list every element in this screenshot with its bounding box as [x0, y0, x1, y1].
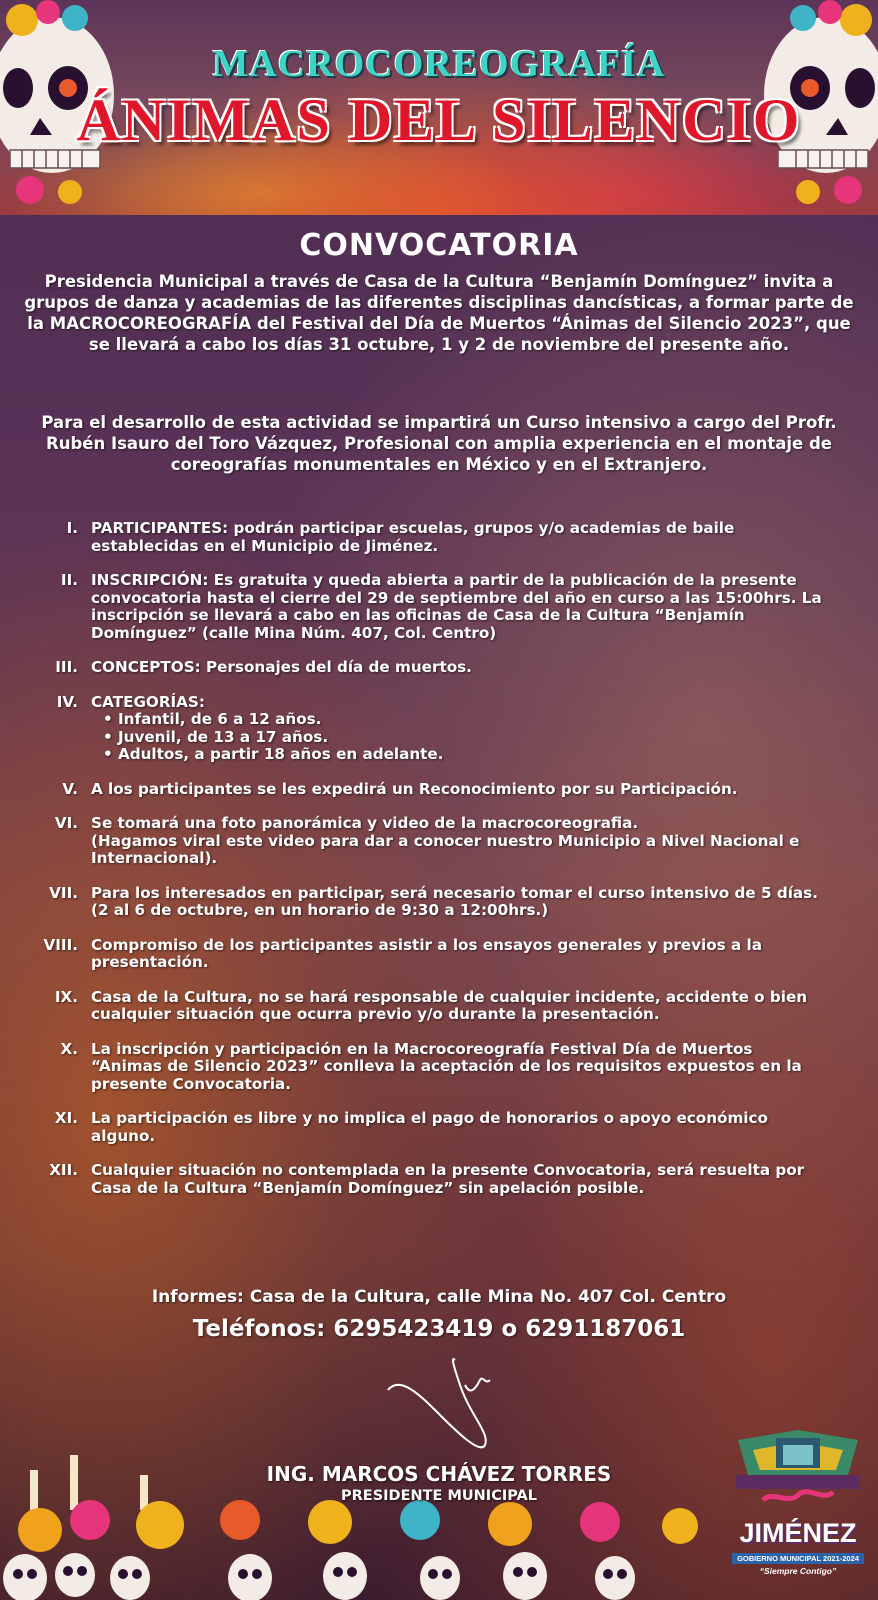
contact-phones: Teléfonos: 6295423419 o 6291187061	[192, 1316, 686, 1342]
item-number: VII.	[49, 883, 78, 902]
item-text: La participación es libre y no implica el pago de honorarios o apoyo económico alguno.	[91, 1109, 768, 1145]
intro-paragraph-1: Presidencia Municipal a través de Casa de la Cultura “Benjamín Domínguez” invita a grupos de danza y academias de las diferentes disciplinas dancísticas, a formar parte de la MACROCOREOGRAFÍA del Festival del Día de Muertos “Ánimas del Silencio 2023”, que se llevará a cabo los días 31 octubre, 1 y 2 de noviembre del presente año.	[24, 272, 854, 354]
list-item	[0, 1110, 878, 1145]
list-item	[0, 520, 878, 555]
item-number: I.	[66, 519, 78, 537]
item-text: Para los interesados en participar, será necesario tomar el curso intensivo de 5 días. (2 al 6 de octubre, en un horario de 9:30 a 12:00hrs.)	[91, 883, 818, 919]
rules-list	[0, 520, 878, 1197]
item-text-note: (Hagamos viral este video para dar a conocer nuestro Municipio a Nivel Nacional e Internacional).	[91, 831, 800, 867]
item-number: VI.	[54, 814, 78, 832]
category-item: • Infantil, de 6 a 12 años.	[103, 710, 322, 728]
list-item	[0, 989, 878, 1024]
convocatoria-heading: CONVOCATORIA	[299, 228, 579, 263]
logo-name: JIMÉNEZ	[739, 1518, 857, 1548]
category-item: • Juvenil, de 13 a 17 años.	[103, 727, 329, 746]
list-item	[0, 1162, 878, 1197]
item-number: VIII.	[43, 935, 78, 954]
list-item	[0, 937, 878, 972]
item-number: II.	[60, 571, 78, 589]
list-item	[0, 885, 878, 920]
item-text: A los participantes se les expedirá un Reconocimiento por su Participación.	[91, 779, 738, 798]
item-number: III.	[55, 658, 78, 676]
item-number: X.	[60, 1039, 78, 1058]
list-item	[0, 694, 878, 764]
item-text: La inscripción y participación en la Macrocoreografía Festival Día de Muertos “Animas de Silencio 2023” conlleva la aceptación de los requisitos expuestos en la presente Convocatoria.	[91, 1039, 802, 1093]
item-number: V.	[62, 779, 78, 798]
list-item	[0, 572, 878, 642]
contact-info: Informes: Casa de la Cultura, calle Mina No. 407 Col. Centro	[151, 1287, 727, 1307]
item-number: XI.	[54, 1109, 78, 1127]
item-text: Cualquier situación no contemplada en la presente Convocatoria, será resuelta por Casa de la Cultura “Benjamín Domínguez” sin apelación posible.	[91, 1161, 805, 1197]
intro-paragraph-2: Para el desarrollo de esta actividad se impartirá un Curso intensivo a cargo del Profr. Rubén Isauro del Toro Vázquez, Profesional con amplia experiencia en el montaje de coreografías monumentales en México y en el Extranjero.	[41, 413, 837, 474]
item-text: Casa de la Cultura, no se hará responsable de cualquier incidente, accidente o bien cualquier situación que ocurra previo y/o durante la presentación.	[91, 987, 808, 1023]
list-item	[0, 1041, 878, 1094]
signer-name: ING. MARCOS CHÁVEZ TORRES	[266, 1462, 612, 1486]
item-number: XII.	[49, 1161, 78, 1179]
item-text: CATEGORÍAS:	[91, 692, 205, 711]
list-item	[0, 659, 878, 677]
signer-title: PRESIDENTE MUNICIPAL	[341, 1488, 537, 1504]
item-text: PARTICIPANTES: podrán participar escuelas, grupos y/o academias de baile establecidas en el Municipio de Jiménez.	[91, 519, 735, 555]
item-number: IX.	[54, 987, 78, 1006]
item-text: CONCEPTOS: Personajes del día de muertos.	[91, 658, 472, 676]
list-item	[0, 781, 878, 799]
header-banner	[0, 0, 878, 215]
list-item	[0, 815, 878, 868]
logo-government: GOBIERNO MUNICIPAL 2021-2024	[732, 1553, 864, 1564]
event-subtitle: MACROCOREOGRAFÍA	[212, 43, 666, 85]
item-number: IV.	[56, 692, 78, 711]
signature-icon	[380, 1355, 510, 1465]
item-text: Compromiso de los participantes asistir a los ensayos generales y previos a la presentación.	[91, 935, 762, 971]
category-item: • Adultos, a partir 18 años en adelante.	[103, 745, 444, 763]
logo-slogan: “Siempre Contigo”	[759, 1566, 837, 1576]
item-text: INSCRIPCIÓN: Es gratuita y queda abierta a partir de la publicación de la presente convocatoria hasta el cierre del 29 de septiembre del año en curso a las 15:00hrs. La inscripción se llevará a cabo en las oficinas de Casa de la Cultura “Benjamín Domínguez” (calle Mina Núm. 407, Col. Centro)	[91, 571, 822, 642]
item-text: Se tomará una foto panorámica y video de la macrocoreografia.	[91, 814, 639, 832]
event-title: ÁNIMAS DEL SILENCIO	[76, 87, 802, 153]
